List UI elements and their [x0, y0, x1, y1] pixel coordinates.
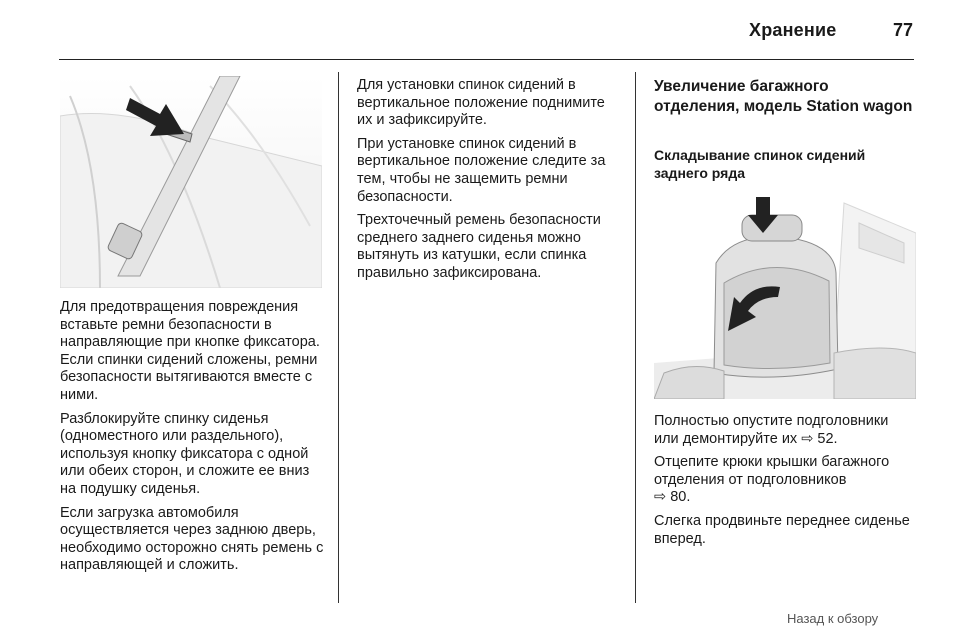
page-reference-link[interactable]: 80	[670, 489, 687, 506]
seat-fold-illustration	[654, 193, 916, 399]
seatbelt-guide-illustration	[60, 76, 322, 288]
paragraph: Слегка продвиньте переднее сиденье вперед.	[654, 512, 910, 547]
paragraph: Для предотвращения повреждения вставьте ремни безопасности в направляющие при кнопке фиксатора. Если спинки сидений сложены, ремни безопасности вытягиваются вместе с ними.	[60, 299, 320, 403]
paragraph: Для установки спинок сидений в вертикальное положение поднимите их и зафиксируйте.	[357, 77, 605, 129]
page-number: 77	[893, 20, 914, 40]
section-title: Хранение	[749, 20, 837, 40]
section-heading: Увеличение багажного отделения, модель Station wagon	[654, 78, 913, 115]
page-reference-link[interactable]: 52	[817, 430, 834, 447]
cross-reference-arrow-icon: ⇨	[801, 430, 814, 447]
paragraph-text: Отцепите крюки крышки багажного отделения от подголовников	[654, 454, 890, 488]
paragraph: Отцепите крюки крышки багажного отделения от подголовников ⇨ 80.	[654, 454, 890, 506]
column-1-text	[60, 299, 328, 581]
cross-reference-arrow-icon: ⇨	[654, 489, 667, 506]
paragraph: Разблокируйте спинку сиденья (одноместного или раздельного), используя кнопку фиксатора с одной или обеих сторон, и сложите ее вниз на подушку сиденья.	[60, 410, 310, 497]
column-divider-1	[338, 72, 339, 603]
header-divider	[59, 59, 914, 60]
column-3-text	[654, 413, 916, 554]
paragraph-text: Полностью опустите подголовники или демонтируйте их	[654, 413, 889, 447]
subsection-heading: Складывание спинок сидений заднего ряда	[654, 147, 866, 181]
column-2-text	[357, 77, 619, 289]
paragraph: Трехточечный ремень безопасности среднего заднего сиденья можно вытянуть из катушки, если спинка правильно зафиксирована.	[357, 212, 601, 281]
paragraph: При установке спинок сидений в вертикальное положение следите за тем, чтобы не защемить ремни безопасности.	[357, 135, 606, 205]
column-divider-2	[635, 72, 636, 603]
paragraph: Полностью опустите подголовники или демонтируйте их ⇨ 52.	[654, 413, 889, 447]
back-to-overview-link[interactable]: Назад к обзору	[787, 611, 879, 626]
paragraph: Если загрузка автомобиля осуществляется через заднюю дверь, необходимо осторожно снять ремень с направляющей и сложить.	[60, 504, 324, 574]
